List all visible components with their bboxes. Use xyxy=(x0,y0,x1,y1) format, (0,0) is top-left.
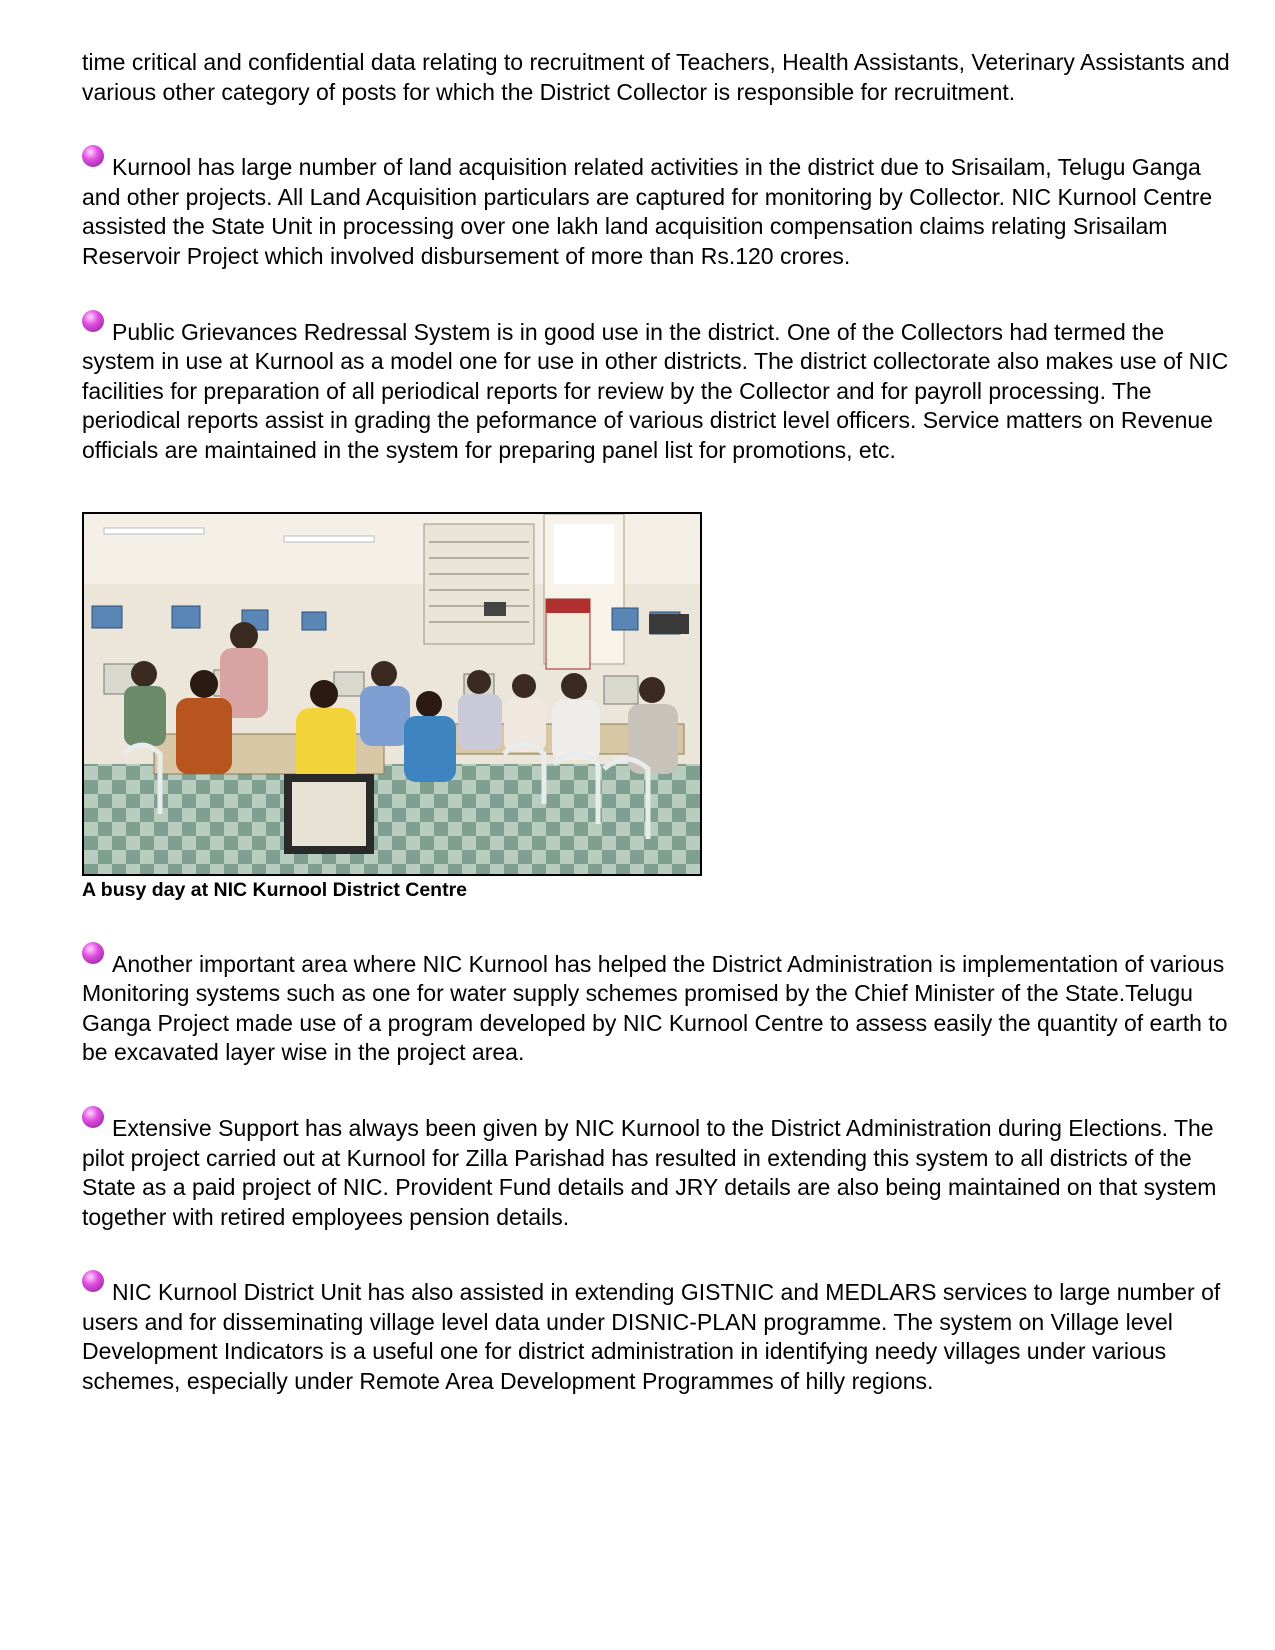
paragraph-text: Kurnool has large number of land acquisition related activities in the district due to Srisailam, Telugu Ganga and other projects. All Land Acquisition particulars are captured for monitoring by Collector. NIC Kurnool Centre assisted the State Unit in processing over one lakh land acquisition compensation claims relating Srisailam Reservoir Project which involved disbursement of more than Rs.120 crores. xyxy=(82,154,1213,269)
figure-caption: A busy day at NIC Kurnool District Centre xyxy=(82,878,468,901)
paragraph-recruitment: time critical and confidential data relating to recruitment of Teachers, Health Assistants, Veterinary Assistants and various other category of posts for which the District Collector is responsible for recruitment. xyxy=(82,49,1230,105)
paragraph-grievances xyxy=(82,318,1242,466)
bullet-globe-icon xyxy=(82,942,104,964)
bullet-globe-icon xyxy=(82,1270,104,1292)
paragraph-text: Extensive Support has always been given by NIC Kurnool to the District Administration during Elections. The pilot project carried out at Kurnool for Zilla Parishad has resulted in extending this system to all districts of the State as a paid project of NIC. Provident Fund details and JRY details are also being maintained on that system together with retired employees pension details. xyxy=(82,1114,1217,1230)
paragraph-text: NIC Kurnool District Unit has also assisted in extending GISTNIC and MEDLARS services to large number of users and for disseminating village level data under DISNIC-PLAN programme. The system on Village level Development Indicators is a useful one for district administration in identifying needy villages under various schemes, especially under Remote Area Development Programmes of hilly regions. xyxy=(82,1279,1221,1395)
bullet-globe-icon xyxy=(82,145,104,167)
paragraph-text: Another important area where NIC Kurnool has helped the District Administration is implementation of various Monitoring systems such as one for water supply schemes promised by the Chief Minister of the State.Telugu Ganga Project made use of a program developed by NIC Kurnool Centre to assess easily the quantity of earth to be excavated layer wise in the project area. xyxy=(82,950,1228,1066)
figure xyxy=(82,512,1242,902)
office-photo xyxy=(82,512,702,876)
paragraph-elections xyxy=(82,1114,1242,1232)
bullet-globe-icon xyxy=(82,310,104,332)
document-page xyxy=(82,48,1242,1443)
paragraph-gistnic xyxy=(82,1278,1242,1396)
bullet-globe-icon xyxy=(82,1106,104,1128)
paragraph-land-acquisition xyxy=(82,153,1242,271)
paragraph-monitoring xyxy=(82,950,1242,1068)
paragraph-text: Public Grievances Redressal System is in good use in the district. One of the Collectors had termed the system in use at Kurnool as a model one for use in other districts. The district collectorate also makes use of NIC facilities for preparation of all periodical reports for review by the Collector and for payroll processing. The periodical reports assist in grading the peformance of various district level officers. Service matters on Revenue officials are maintained in the system for preparing panel list for promotions, etc. xyxy=(82,318,1229,463)
